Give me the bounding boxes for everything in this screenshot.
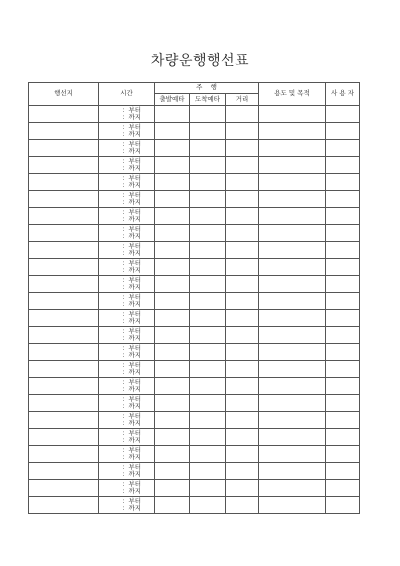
destination-cell[interactable] bbox=[29, 140, 99, 157]
departure-cell[interactable] bbox=[155, 225, 190, 242]
departure-cell[interactable] bbox=[155, 242, 190, 259]
table-body bbox=[29, 106, 360, 514]
purpose-cell[interactable] bbox=[259, 123, 326, 140]
time-cell bbox=[99, 140, 155, 157]
time-to-label: ：까지 bbox=[122, 385, 142, 393]
time-from-label: ：부터 bbox=[122, 309, 142, 318]
time-cell bbox=[99, 174, 155, 191]
time-to-label: ：까지 bbox=[122, 453, 142, 461]
distance-cell[interactable] bbox=[226, 327, 259, 344]
user-cell[interactable] bbox=[326, 361, 360, 378]
time-to-label: ：까지 bbox=[122, 402, 142, 410]
departure-cell[interactable] bbox=[155, 191, 190, 208]
time-cell bbox=[99, 310, 155, 327]
departure-cell[interactable] bbox=[155, 480, 190, 497]
time-from-label: ：부터 bbox=[122, 258, 142, 267]
time-cell bbox=[99, 123, 155, 140]
destination-cell[interactable] bbox=[29, 174, 99, 191]
time-to-label: ：까지 bbox=[122, 249, 142, 257]
distance-cell[interactable] bbox=[226, 276, 259, 293]
purpose-cell[interactable] bbox=[259, 463, 326, 480]
time-cell bbox=[99, 361, 155, 378]
header-departure: 출발예타 bbox=[155, 94, 190, 106]
time-from-label: ：부터 bbox=[122, 105, 142, 114]
time-to-label: ：까지 bbox=[122, 198, 142, 206]
time-from-label: ：부터 bbox=[122, 343, 142, 352]
table-row bbox=[29, 344, 360, 361]
time-from-label: ：부터 bbox=[122, 241, 142, 250]
user-cell[interactable] bbox=[326, 259, 360, 276]
arrival-cell[interactable] bbox=[190, 106, 226, 123]
time-to-label: ：까지 bbox=[122, 181, 142, 189]
arrival-cell[interactable] bbox=[190, 446, 226, 463]
purpose-cell[interactable] bbox=[259, 395, 326, 412]
purpose-cell[interactable] bbox=[259, 446, 326, 463]
distance-cell[interactable] bbox=[226, 242, 259, 259]
arrival-cell[interactable] bbox=[190, 276, 226, 293]
table-row bbox=[29, 259, 360, 276]
table-row bbox=[29, 497, 360, 514]
user-cell[interactable] bbox=[326, 276, 360, 293]
document-title: 차량운행행선표 bbox=[150, 53, 250, 69]
time-to-label: ：까지 bbox=[122, 113, 142, 121]
departure-cell[interactable] bbox=[155, 157, 190, 174]
purpose-cell[interactable] bbox=[259, 174, 326, 191]
table-row bbox=[29, 463, 360, 480]
departure-cell[interactable] bbox=[155, 310, 190, 327]
user-cell[interactable] bbox=[326, 140, 360, 157]
purpose-cell[interactable] bbox=[259, 480, 326, 497]
purpose-cell[interactable] bbox=[259, 208, 326, 225]
vehicle-log-table bbox=[28, 82, 360, 514]
distance-cell[interactable] bbox=[226, 378, 259, 395]
table-row bbox=[29, 225, 360, 242]
user-cell[interactable] bbox=[326, 191, 360, 208]
time-to-label: ：까지 bbox=[122, 266, 142, 274]
time-to-label: ：까지 bbox=[122, 300, 142, 308]
table-row bbox=[29, 191, 360, 208]
distance-cell[interactable] bbox=[226, 174, 259, 191]
departure-cell[interactable] bbox=[155, 429, 190, 446]
destination-cell[interactable] bbox=[29, 446, 99, 463]
distance-cell[interactable] bbox=[226, 106, 259, 123]
arrival-cell[interactable] bbox=[190, 293, 226, 310]
user-cell[interactable] bbox=[326, 106, 360, 123]
purpose-cell[interactable] bbox=[259, 310, 326, 327]
time-cell bbox=[99, 395, 155, 412]
table-row bbox=[29, 106, 360, 123]
destination-cell[interactable] bbox=[29, 429, 99, 446]
purpose-cell[interactable] bbox=[259, 106, 326, 123]
departure-cell[interactable] bbox=[155, 327, 190, 344]
purpose-cell[interactable] bbox=[259, 378, 326, 395]
arrival-cell[interactable] bbox=[190, 242, 226, 259]
departure-cell[interactable] bbox=[155, 208, 190, 225]
header-arrival: 도착예타 bbox=[190, 94, 226, 106]
destination-cell[interactable] bbox=[29, 106, 99, 123]
time-from-label: ：부터 bbox=[122, 207, 142, 216]
arrival-cell[interactable] bbox=[190, 174, 226, 191]
time-from-label: ：부터 bbox=[122, 122, 142, 131]
user-cell[interactable] bbox=[326, 463, 360, 480]
purpose-cell[interactable] bbox=[259, 191, 326, 208]
header-operation: 주 행 bbox=[155, 83, 259, 94]
user-cell[interactable] bbox=[326, 174, 360, 191]
destination-cell[interactable] bbox=[29, 157, 99, 174]
arrival-cell[interactable] bbox=[190, 378, 226, 395]
arrival-cell[interactable] bbox=[190, 480, 226, 497]
table-row bbox=[29, 327, 360, 344]
departure-cell[interactable] bbox=[155, 361, 190, 378]
time-to-label: ：까지 bbox=[122, 130, 142, 138]
time-to-label: ：까지 bbox=[122, 232, 142, 240]
destination-cell[interactable] bbox=[29, 123, 99, 140]
time-from-label: ：부터 bbox=[122, 462, 142, 471]
user-cell[interactable] bbox=[326, 123, 360, 140]
time-cell bbox=[99, 378, 155, 395]
table-row bbox=[29, 446, 360, 463]
user-cell[interactable] bbox=[326, 208, 360, 225]
user-cell[interactable] bbox=[326, 157, 360, 174]
user-cell[interactable] bbox=[326, 225, 360, 242]
time-from-label: ：부터 bbox=[122, 360, 142, 369]
destination-cell[interactable] bbox=[29, 208, 99, 225]
table-row bbox=[29, 378, 360, 395]
distance-cell[interactable] bbox=[226, 157, 259, 174]
destination-cell[interactable] bbox=[29, 293, 99, 310]
departure-cell[interactable] bbox=[155, 259, 190, 276]
departure-cell[interactable] bbox=[155, 378, 190, 395]
destination-cell[interactable] bbox=[29, 191, 99, 208]
destination-cell[interactable] bbox=[29, 344, 99, 361]
header-time: 시간 bbox=[99, 83, 155, 106]
time-to-label: ：까지 bbox=[122, 504, 142, 512]
distance-cell[interactable] bbox=[226, 344, 259, 361]
destination-cell[interactable] bbox=[29, 327, 99, 344]
arrival-cell[interactable] bbox=[190, 157, 226, 174]
distance-cell[interactable] bbox=[226, 208, 259, 225]
table-row bbox=[29, 395, 360, 412]
departure-cell[interactable] bbox=[155, 106, 190, 123]
time-cell bbox=[99, 276, 155, 293]
time-cell bbox=[99, 446, 155, 463]
distance-cell[interactable] bbox=[226, 463, 259, 480]
user-cell[interactable] bbox=[326, 378, 360, 395]
arrival-cell[interactable] bbox=[190, 191, 226, 208]
departure-cell[interactable] bbox=[155, 293, 190, 310]
user-cell[interactable] bbox=[326, 480, 360, 497]
time-cell bbox=[99, 191, 155, 208]
distance-cell[interactable] bbox=[226, 225, 259, 242]
destination-cell[interactable] bbox=[29, 395, 99, 412]
time-from-label: ：부터 bbox=[122, 479, 142, 488]
time-from-label: ：부터 bbox=[122, 139, 142, 148]
user-cell[interactable] bbox=[326, 412, 360, 429]
departure-cell[interactable] bbox=[155, 344, 190, 361]
time-to-label: ：까지 bbox=[122, 470, 142, 478]
time-cell bbox=[99, 463, 155, 480]
time-to-label: ：까지 bbox=[122, 351, 142, 359]
destination-cell[interactable] bbox=[29, 225, 99, 242]
table-row bbox=[29, 276, 360, 293]
destination-cell[interactable] bbox=[29, 412, 99, 429]
table-row bbox=[29, 310, 360, 327]
departure-cell[interactable] bbox=[155, 446, 190, 463]
table-row bbox=[29, 361, 360, 378]
time-from-label: ：부터 bbox=[122, 275, 142, 284]
distance-cell[interactable] bbox=[226, 191, 259, 208]
distance-cell[interactable] bbox=[226, 497, 259, 514]
time-cell bbox=[99, 480, 155, 497]
user-cell[interactable] bbox=[326, 293, 360, 310]
destination-cell[interactable] bbox=[29, 310, 99, 327]
table-row bbox=[29, 293, 360, 310]
time-from-label: ：부터 bbox=[122, 445, 142, 454]
header-destination: 행선지 bbox=[29, 83, 99, 106]
user-cell[interactable] bbox=[326, 395, 360, 412]
table-row bbox=[29, 242, 360, 259]
header-distance: 거리 bbox=[226, 94, 259, 106]
time-to-label: ：까지 bbox=[122, 317, 142, 325]
time-cell bbox=[99, 327, 155, 344]
time-cell bbox=[99, 106, 155, 123]
distance-cell[interactable] bbox=[226, 395, 259, 412]
arrival-cell[interactable] bbox=[190, 310, 226, 327]
time-to-label: ：까지 bbox=[122, 334, 142, 342]
table-row bbox=[29, 140, 360, 157]
table-row bbox=[29, 480, 360, 497]
purpose-cell[interactable] bbox=[259, 242, 326, 259]
purpose-cell[interactable] bbox=[259, 157, 326, 174]
purpose-cell[interactable] bbox=[259, 293, 326, 310]
arrival-cell[interactable] bbox=[190, 208, 226, 225]
time-to-label: ：까지 bbox=[122, 487, 142, 495]
time-from-label: ：부터 bbox=[122, 173, 142, 182]
distance-cell[interactable] bbox=[226, 429, 259, 446]
header-purpose: 용도 및 목적 bbox=[259, 83, 326, 106]
time-from-label: ：부터 bbox=[122, 377, 142, 386]
distance-cell[interactable] bbox=[226, 412, 259, 429]
distance-cell[interactable] bbox=[226, 480, 259, 497]
arrival-cell[interactable] bbox=[190, 327, 226, 344]
time-from-label: ：부터 bbox=[122, 326, 142, 335]
departure-cell[interactable] bbox=[155, 174, 190, 191]
time-to-label: ：까지 bbox=[122, 147, 142, 155]
arrival-cell[interactable] bbox=[190, 463, 226, 480]
arrival-cell[interactable] bbox=[190, 344, 226, 361]
arrival-cell[interactable] bbox=[190, 140, 226, 157]
time-from-label: ：부터 bbox=[122, 394, 142, 403]
time-from-label: ：부터 bbox=[122, 496, 142, 505]
time-cell bbox=[99, 259, 155, 276]
arrival-cell[interactable] bbox=[190, 225, 226, 242]
time-to-label: ：까지 bbox=[122, 419, 142, 427]
time-cell bbox=[99, 208, 155, 225]
distance-cell[interactable] bbox=[226, 446, 259, 463]
destination-cell[interactable] bbox=[29, 497, 99, 514]
arrival-cell[interactable] bbox=[190, 497, 226, 514]
distance-cell[interactable] bbox=[226, 361, 259, 378]
time-from-label: ：부터 bbox=[122, 428, 142, 437]
departure-cell[interactable] bbox=[155, 395, 190, 412]
time-cell bbox=[99, 412, 155, 429]
time-to-label: ：까지 bbox=[122, 436, 142, 444]
arrival-cell[interactable] bbox=[190, 361, 226, 378]
table-row bbox=[29, 174, 360, 191]
user-cell[interactable] bbox=[326, 344, 360, 361]
purpose-cell[interactable] bbox=[259, 412, 326, 429]
time-from-label: ：부터 bbox=[122, 156, 142, 165]
time-cell bbox=[99, 497, 155, 514]
distance-cell[interactable] bbox=[226, 140, 259, 157]
user-cell[interactable] bbox=[326, 429, 360, 446]
departure-cell[interactable] bbox=[155, 463, 190, 480]
purpose-cell[interactable] bbox=[259, 225, 326, 242]
time-cell bbox=[99, 242, 155, 259]
table-row bbox=[29, 429, 360, 446]
table-row bbox=[29, 412, 360, 429]
departure-cell[interactable] bbox=[155, 123, 190, 140]
time-from-label: ：부터 bbox=[122, 292, 142, 301]
destination-cell[interactable] bbox=[29, 480, 99, 497]
time-cell bbox=[99, 157, 155, 174]
distance-cell[interactable] bbox=[226, 293, 259, 310]
time-cell bbox=[99, 293, 155, 310]
departure-cell[interactable] bbox=[155, 497, 190, 514]
distance-cell[interactable] bbox=[226, 310, 259, 327]
destination-cell[interactable] bbox=[29, 276, 99, 293]
arrival-cell[interactable] bbox=[190, 412, 226, 429]
purpose-cell[interactable] bbox=[259, 327, 326, 344]
header-user: 사 용 자 bbox=[326, 83, 360, 106]
time-cell bbox=[99, 225, 155, 242]
user-cell[interactable] bbox=[326, 497, 360, 514]
purpose-cell[interactable] bbox=[259, 140, 326, 157]
purpose-cell[interactable] bbox=[259, 344, 326, 361]
arrival-cell[interactable] bbox=[190, 429, 226, 446]
time-to-label: ：까지 bbox=[122, 164, 142, 172]
arrival-cell[interactable] bbox=[190, 123, 226, 140]
destination-cell[interactable] bbox=[29, 463, 99, 480]
departure-cell[interactable] bbox=[155, 140, 190, 157]
user-cell[interactable] bbox=[326, 310, 360, 327]
distance-cell[interactable] bbox=[226, 123, 259, 140]
destination-cell[interactable] bbox=[29, 361, 99, 378]
time-from-label: ：부터 bbox=[122, 224, 142, 233]
departure-cell[interactable] bbox=[155, 412, 190, 429]
destination-cell[interactable] bbox=[29, 259, 99, 276]
purpose-cell[interactable] bbox=[259, 276, 326, 293]
user-cell[interactable] bbox=[326, 446, 360, 463]
table-row bbox=[29, 123, 360, 140]
destination-cell[interactable] bbox=[29, 242, 99, 259]
purpose-cell[interactable] bbox=[259, 259, 326, 276]
time-to-label: ：까지 bbox=[122, 215, 142, 223]
time-from-label: ：부터 bbox=[122, 190, 142, 199]
destination-cell[interactable] bbox=[29, 378, 99, 395]
time-to-label: ：까지 bbox=[122, 283, 142, 291]
user-cell[interactable] bbox=[326, 242, 360, 259]
table-row bbox=[29, 157, 360, 174]
time-from-label: ：부터 bbox=[122, 411, 142, 420]
time-cell bbox=[99, 429, 155, 446]
user-cell[interactable] bbox=[326, 327, 360, 344]
arrival-cell[interactable] bbox=[190, 259, 226, 276]
purpose-cell[interactable] bbox=[259, 429, 326, 446]
purpose-cell[interactable] bbox=[259, 361, 326, 378]
arrival-cell[interactable] bbox=[190, 395, 226, 412]
table-row bbox=[29, 208, 360, 225]
purpose-cell[interactable] bbox=[259, 497, 326, 514]
time-to-label: ：까지 bbox=[122, 368, 142, 376]
distance-cell[interactable] bbox=[226, 259, 259, 276]
time-cell bbox=[99, 344, 155, 361]
departure-cell[interactable] bbox=[155, 276, 190, 293]
